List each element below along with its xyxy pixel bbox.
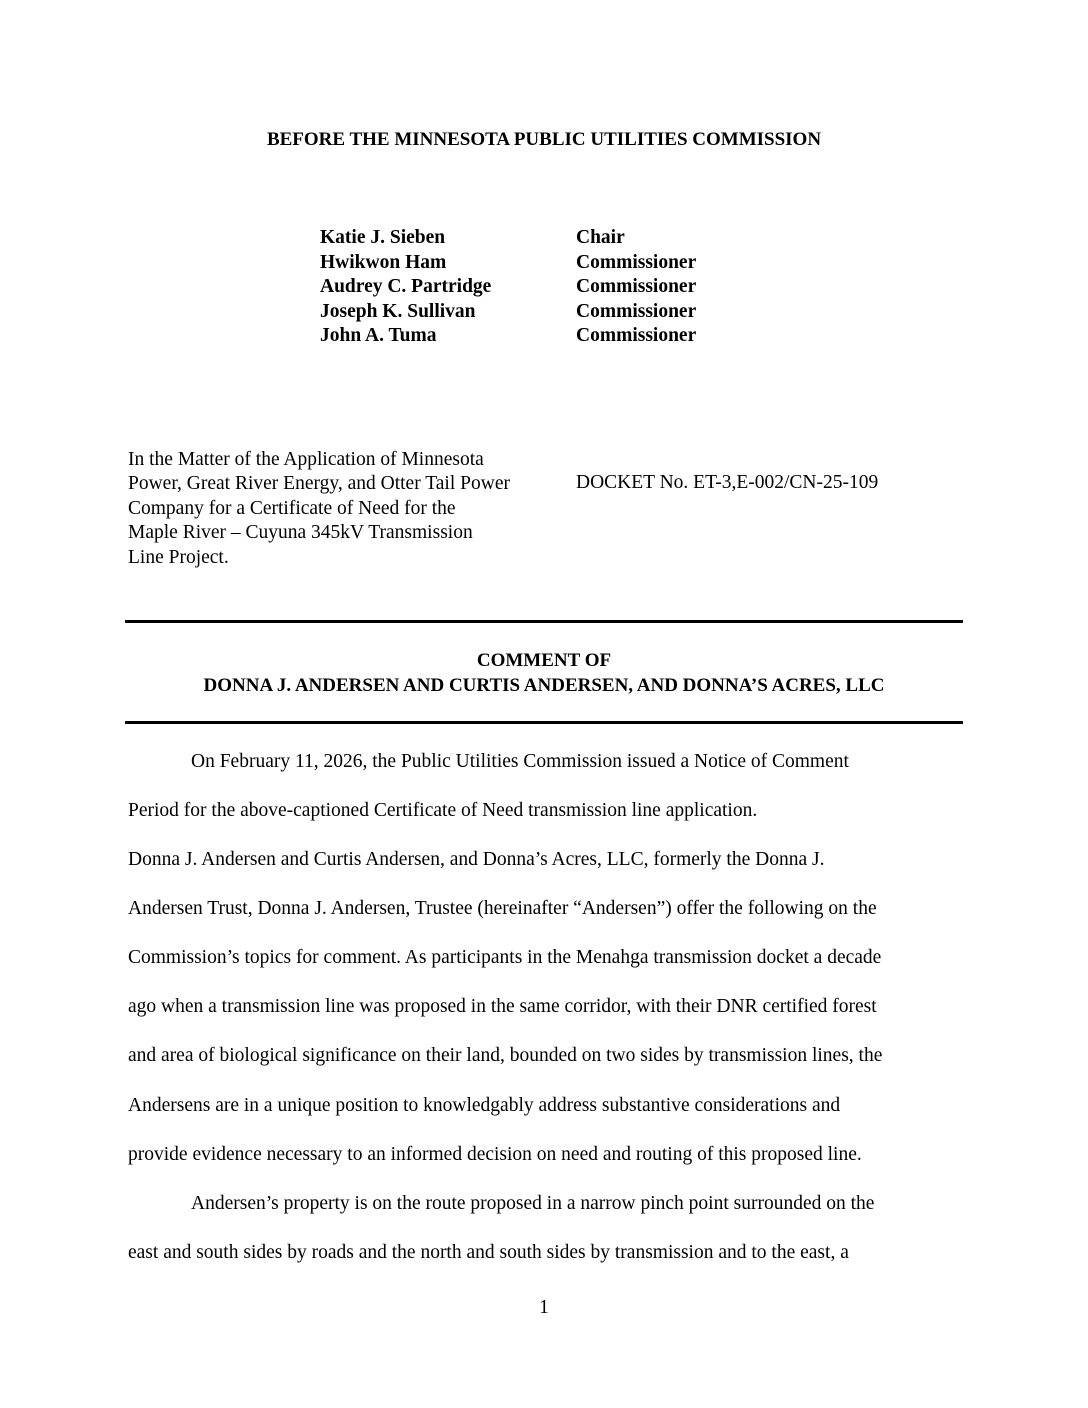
- commissioner-role: Commissioner: [576, 276, 697, 297]
- body-line: Period for the above-captioned Certificate of Need transmission line application.: [128, 800, 758, 821]
- divider-rule: [125, 620, 963, 623]
- body-line: Donna J. Andersen and Curtis Andersen, and Donna’s Acres, LLC, formerly the Donna J.: [128, 849, 825, 870]
- body-line: ago when a transmission line was proposed in the same corridor, with their DNR certified forest: [128, 996, 877, 1017]
- page-number: 1: [539, 1297, 549, 1318]
- divider-rule: [125, 721, 963, 724]
- caption-line: Company for a Certificate of Need for the: [128, 498, 456, 519]
- commissioner-name: Hwikwon Ham: [320, 252, 447, 273]
- commissioner-role: Chair: [576, 227, 625, 248]
- caption-line: In the Matter of the Application of Minnesota: [128, 449, 484, 470]
- caption-line: Line Project.: [128, 547, 229, 568]
- commissioner-name: John A. Tuma: [320, 325, 437, 346]
- body-line: Andersen’s property is on the route proposed in a narrow pinch point surrounded on the: [191, 1193, 875, 1214]
- document-title: COMMENT OF: [476, 650, 612, 671]
- document-subtitle: DONNA J. ANDERSEN AND CURTIS ANDERSEN, AND DONNA’S ACRES, LLC: [203, 675, 885, 696]
- commissioner-name: Katie J. Sieben: [320, 227, 446, 248]
- docket-number: DOCKET No. ET-3,E-002/CN-25-109: [576, 472, 879, 493]
- caption-line: Maple River – Cuyuna 345kV Transmission: [128, 522, 473, 543]
- commissioner-name: Audrey C. Partridge: [320, 276, 492, 297]
- court-heading: BEFORE THE MINNESOTA PUBLIC UTILITIES COMMISSION: [266, 129, 822, 150]
- body-line: Commission’s topics for comment. As participants in the Menahga transmission docket a decade: [128, 947, 882, 968]
- body-line: On February 11, 2026, the Public Utilities Commission issued a Notice of Comment: [191, 751, 849, 772]
- body-line: Andersen Trust, Donna J. Andersen, Trustee (hereinafter “Andersen”) offer the following on the: [128, 898, 877, 919]
- body-line: east and south sides by roads and the north and south sides by transmission and to the east, a: [128, 1242, 849, 1263]
- commissioner-role: Commissioner: [576, 301, 697, 322]
- commissioner-role: Commissioner: [576, 252, 697, 273]
- body-line: and area of biological significance on their land, bounded on two sides by transmission lines, the: [128, 1045, 883, 1066]
- commissioner-name: Joseph K. Sullivan: [320, 301, 476, 322]
- body-line: Andersens are in a unique position to knowledgably address substantive considerations and: [128, 1095, 841, 1116]
- caption-line: Power, Great River Energy, and Otter Tail Power: [128, 473, 510, 494]
- commissioner-role: Commissioner: [576, 325, 697, 346]
- body-line: provide evidence necessary to an informed decision on need and routing of this proposed line.: [128, 1144, 862, 1165]
